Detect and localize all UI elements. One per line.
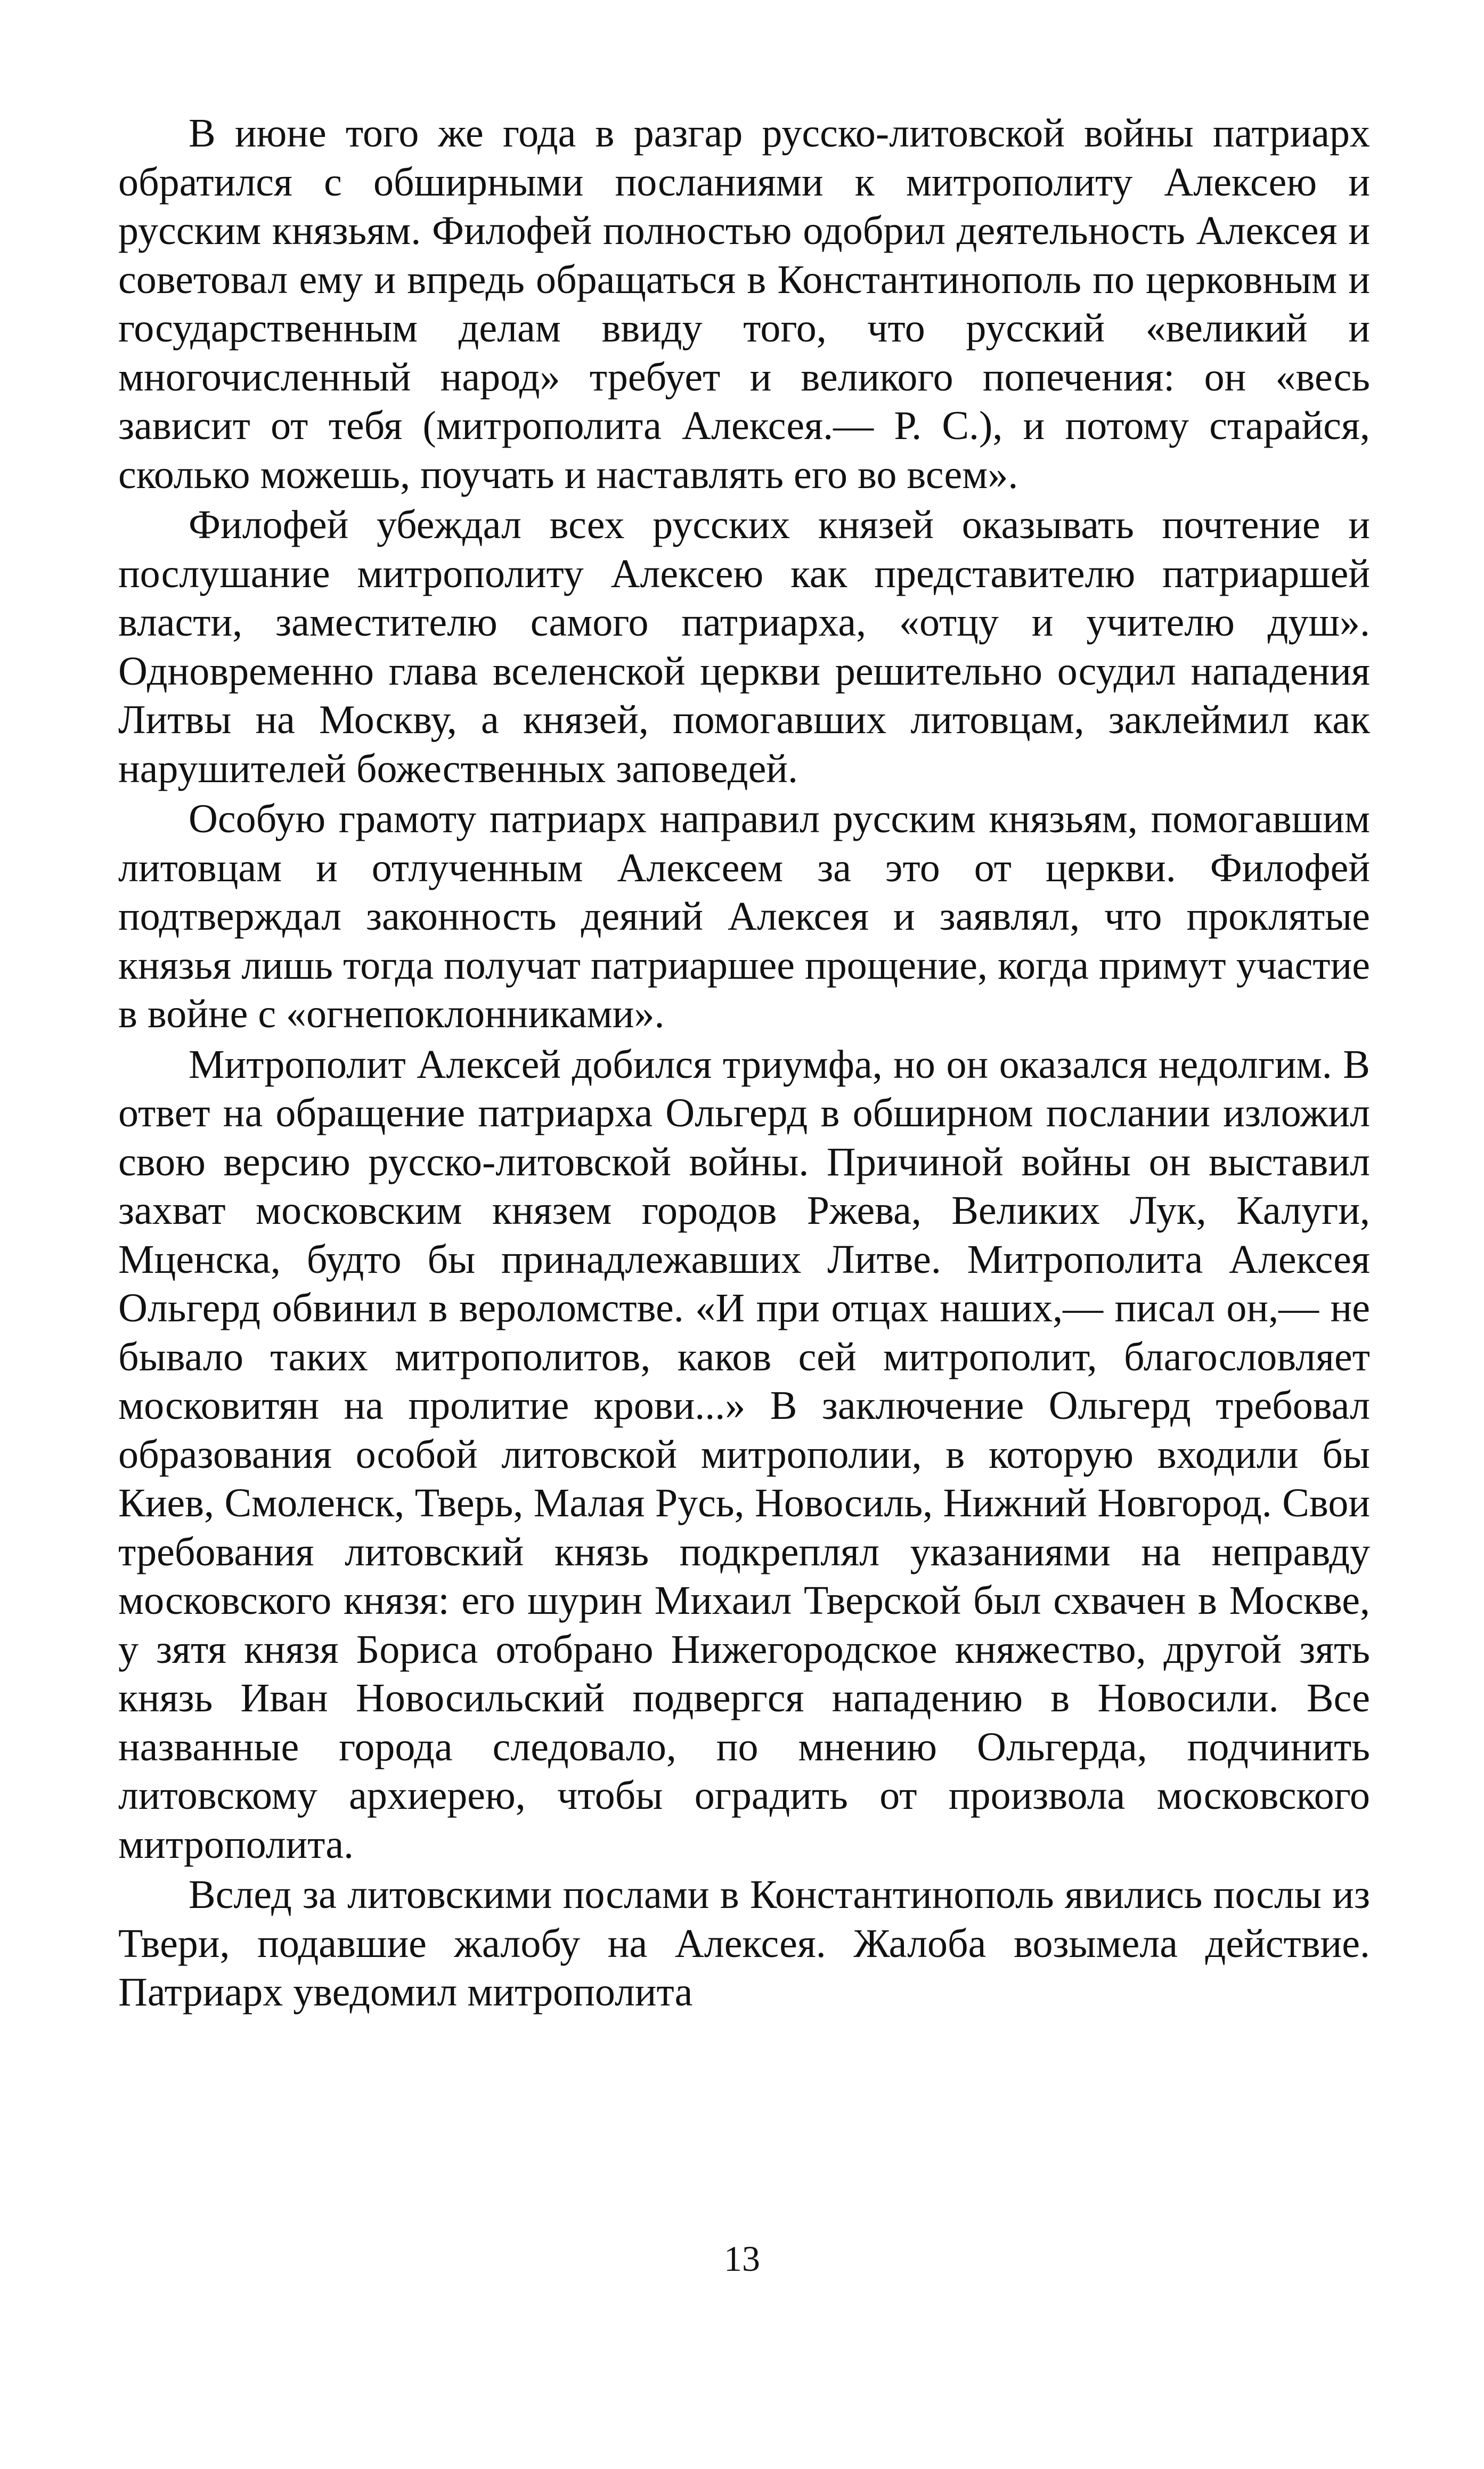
- paragraph-2: Филофей убеждал всех русских князей оказывать почтение и послушание митрополиту Алексею как представителю патриаршей власти, заместителю самого патриарха, «отцу и учителю душ». Одновременно глава вселенской церкви решительно осудил нападения Литвы на Москву, а князей, помогавших литовцам, заклеймил как нарушителей божественных заповедей.: [118, 502, 1370, 791]
- paragraph-1: В июне того же года в разгар русско-литовской войны патриарх обратился с обширными посланиями к митрополиту Алексею и русским князьям. Филофей полностью одобрил деятельность Алексея и советовал ему и впредь обращаться в Константинополь по церковным и государственным делам ввиду того, что русский «великий и многочисленный народ» требует и великого попечения: он «весь зависит от тебя (митрополита Алексея.— Р. С.), и потому старайся, сколько можешь, поучать и наставлять его во всем».: [118, 111, 1370, 497]
- paragraph-5: Вслед за литовскими послами в Константинополь явились послы из Твери, подавшие жалобу на Алексея. Жалоба возымела действие. Патриарх уведомил митрополита: [118, 1872, 1370, 2015]
- paragraph-4: Митрополит Алексей добился триумфа, но он оказался недолгим. В ответ на обращение патриарха Ольгерд в обширном послании изложил свою версию русско-литовской войны. Причиной войны он выставил захват московским князем городов Ржева, Великих Лук, Калуги, Мценска, будто бы принадлежавших Литве. Митрополита Алексея Ольгерд обвинил в вероломстве. «И при отцах наших,— писал он,— не бывало таких митрополитов, каков сей митрополит, благословляет московитян на пролитие крови...» В заключение Ольгерд требовал образования особой литовской митрополии, в которую входили бы Киев, Смоленск, Тверь, Малая Русь, Новосиль, Нижний Новгород. Свои требования литовский князь подкреплял указаниями на неправду московского князя: его шурин Михаил Тверской был схвачен в Москве, у зятя князя Бориса отобрано Нижегородское княжество, другой зять князь Иван Новосильский подвергся нападению в Новосили. Все названные города следовало, по мнению Ольгерда, подчинить литовскому архиерею, чтобы оградить от произвола московского митрополита.: [118, 1042, 1370, 1867]
- paragraph-3: Особую грамоту патриарх направил русским князьям, помогавшим литовцам и отлученным Алексеем за это от церкви. Филофей подтверждал законность деяний Алексея и заявлял, что проклятые князья лишь тогда получат патриаршее прощение, когда примут участие в войне с «огнепоклонниками».: [118, 797, 1370, 1036]
- body-text: [118, 109, 1370, 2017]
- page-number: 13: [724, 2238, 760, 2279]
